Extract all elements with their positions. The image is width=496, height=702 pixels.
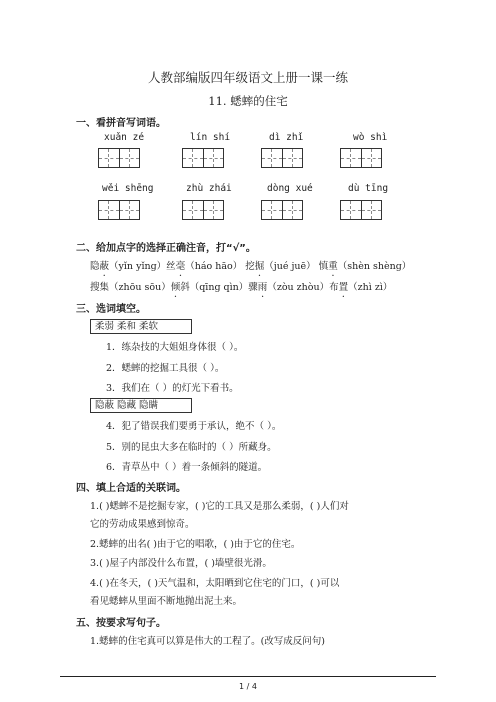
choice-item[interactable]: 隐蔽（yǐn yǐng）丝 [90,261,176,272]
dotted-char: 倾 [170,282,181,293]
lesson-title: 11. 蟋蟀的住宅 [208,94,288,108]
writing-grid[interactable] [340,200,382,220]
conjunction-line[interactable]: 2.蟋蟀的出名( )由于它的唱歌，( )由于它的住宅。 [90,539,301,550]
dotted-char: 蔽 [99,261,110,272]
conjunction-line: 看见蟋蟀从里面不断地抛出泥土来。 [90,596,243,607]
dotted-char: 掘 [254,261,265,272]
pinyin-label: wò shì [353,132,388,143]
fill-blank-item[interactable]: 5．别的昆虫大多在临时的（ ）所藏身。 [106,442,277,453]
pinyin-choice-line [90,279,392,293]
dotted-char: 重 [328,261,338,272]
fill-blank-item[interactable]: 3．我们在（ ）的灯光下看书。 [106,383,239,394]
writing-grid[interactable] [182,148,224,168]
choice-item[interactable]: 毫（háo hāo） 挖 [175,261,255,272]
fill-blank-item[interactable]: 2．蟋蟀的挖掘工具很（ ）。 [106,363,225,374]
word-choice-box: 柔弱 柔和 柔软 [90,319,192,334]
word-choice-box: 隐蔽 隐藏 隐瞒 [90,398,192,413]
choice-item[interactable]: 掘（jué juē） 慎 [254,261,329,272]
conjunction-line[interactable]: 3.( )屋子内部没什么布置，( )墙壁很光滑。 [90,558,272,569]
pinyin-label: dòng xué [267,183,313,194]
sentence-task[interactable]: 1.蟋蟀的住宅真可以算是伟大的工程了。(改写成反问句) [90,636,325,647]
fill-blank-item[interactable]: 1．练杂技的大姐姐身体很（ ）。 [106,342,244,353]
pinyin-label: xuǎn zé [104,132,145,143]
footer-divider [60,676,436,677]
dotted-char: 置 [338,282,349,293]
conjunction-line[interactable]: 1.( )蟋蟀不是挖掘专家，( )它的工具又是那么柔弱，( )人们对 [90,501,349,512]
conjunction-line[interactable]: 4.( )在冬天，( )天气温和，太阳晒到它住宅的门口，( )可以 [90,578,340,589]
pinyin-label: zhù zhái [186,183,232,194]
fill-blank-item[interactable]: 6．青草丛中（ ）着一条倾斜的隧道。 [106,462,268,473]
pinyin-label: wěi shēng [102,183,154,194]
writing-grid[interactable] [340,148,382,168]
fill-blank-item[interactable]: 4．犯了错误我们要勇于承认，绝不（ ）。 [106,421,282,432]
section-1-heading: 一、看拼音写词语。 [76,118,166,129]
pinyin-choice-line [90,258,411,272]
section-4-heading: 四、填上合适的关联词。 [76,483,186,494]
document-title: 人教部编版四年级语文上册一课一练 [147,70,348,85]
pinyin-label: dì zhǐ [269,132,304,143]
section-3-heading: 三、选词填空。 [76,304,146,315]
choice-item[interactable]: 搜集（zhōu sōu）倾斜（qīng qìn）骤 [90,282,258,293]
writing-grid[interactable] [98,200,140,220]
conjunction-line: 它的劳动成果感到惊奇。 [90,519,195,530]
section-2-heading: 二、给加点字的选择正确注音，打“√”。 [76,243,256,254]
writing-grid[interactable] [261,148,303,168]
writing-grid[interactable] [98,148,140,168]
choice-item[interactable]: 重（shèn shèng） [328,261,412,272]
page-number: 1 / 4 [239,682,257,691]
dotted-char: 毫 [175,261,186,272]
section-5-heading: 五、按要求写句子。 [76,618,166,629]
writing-grid[interactable] [182,200,224,220]
pinyin-label: dù tīng [348,183,389,194]
choice-item[interactable]: 雨（zòu zhòu）布 [257,282,339,293]
dotted-char: 雨 [257,282,268,293]
choice-item[interactable]: 置（zhì zì） [338,282,393,293]
pinyin-label: lín shí [190,132,231,143]
writing-grid[interactable] [261,200,303,220]
